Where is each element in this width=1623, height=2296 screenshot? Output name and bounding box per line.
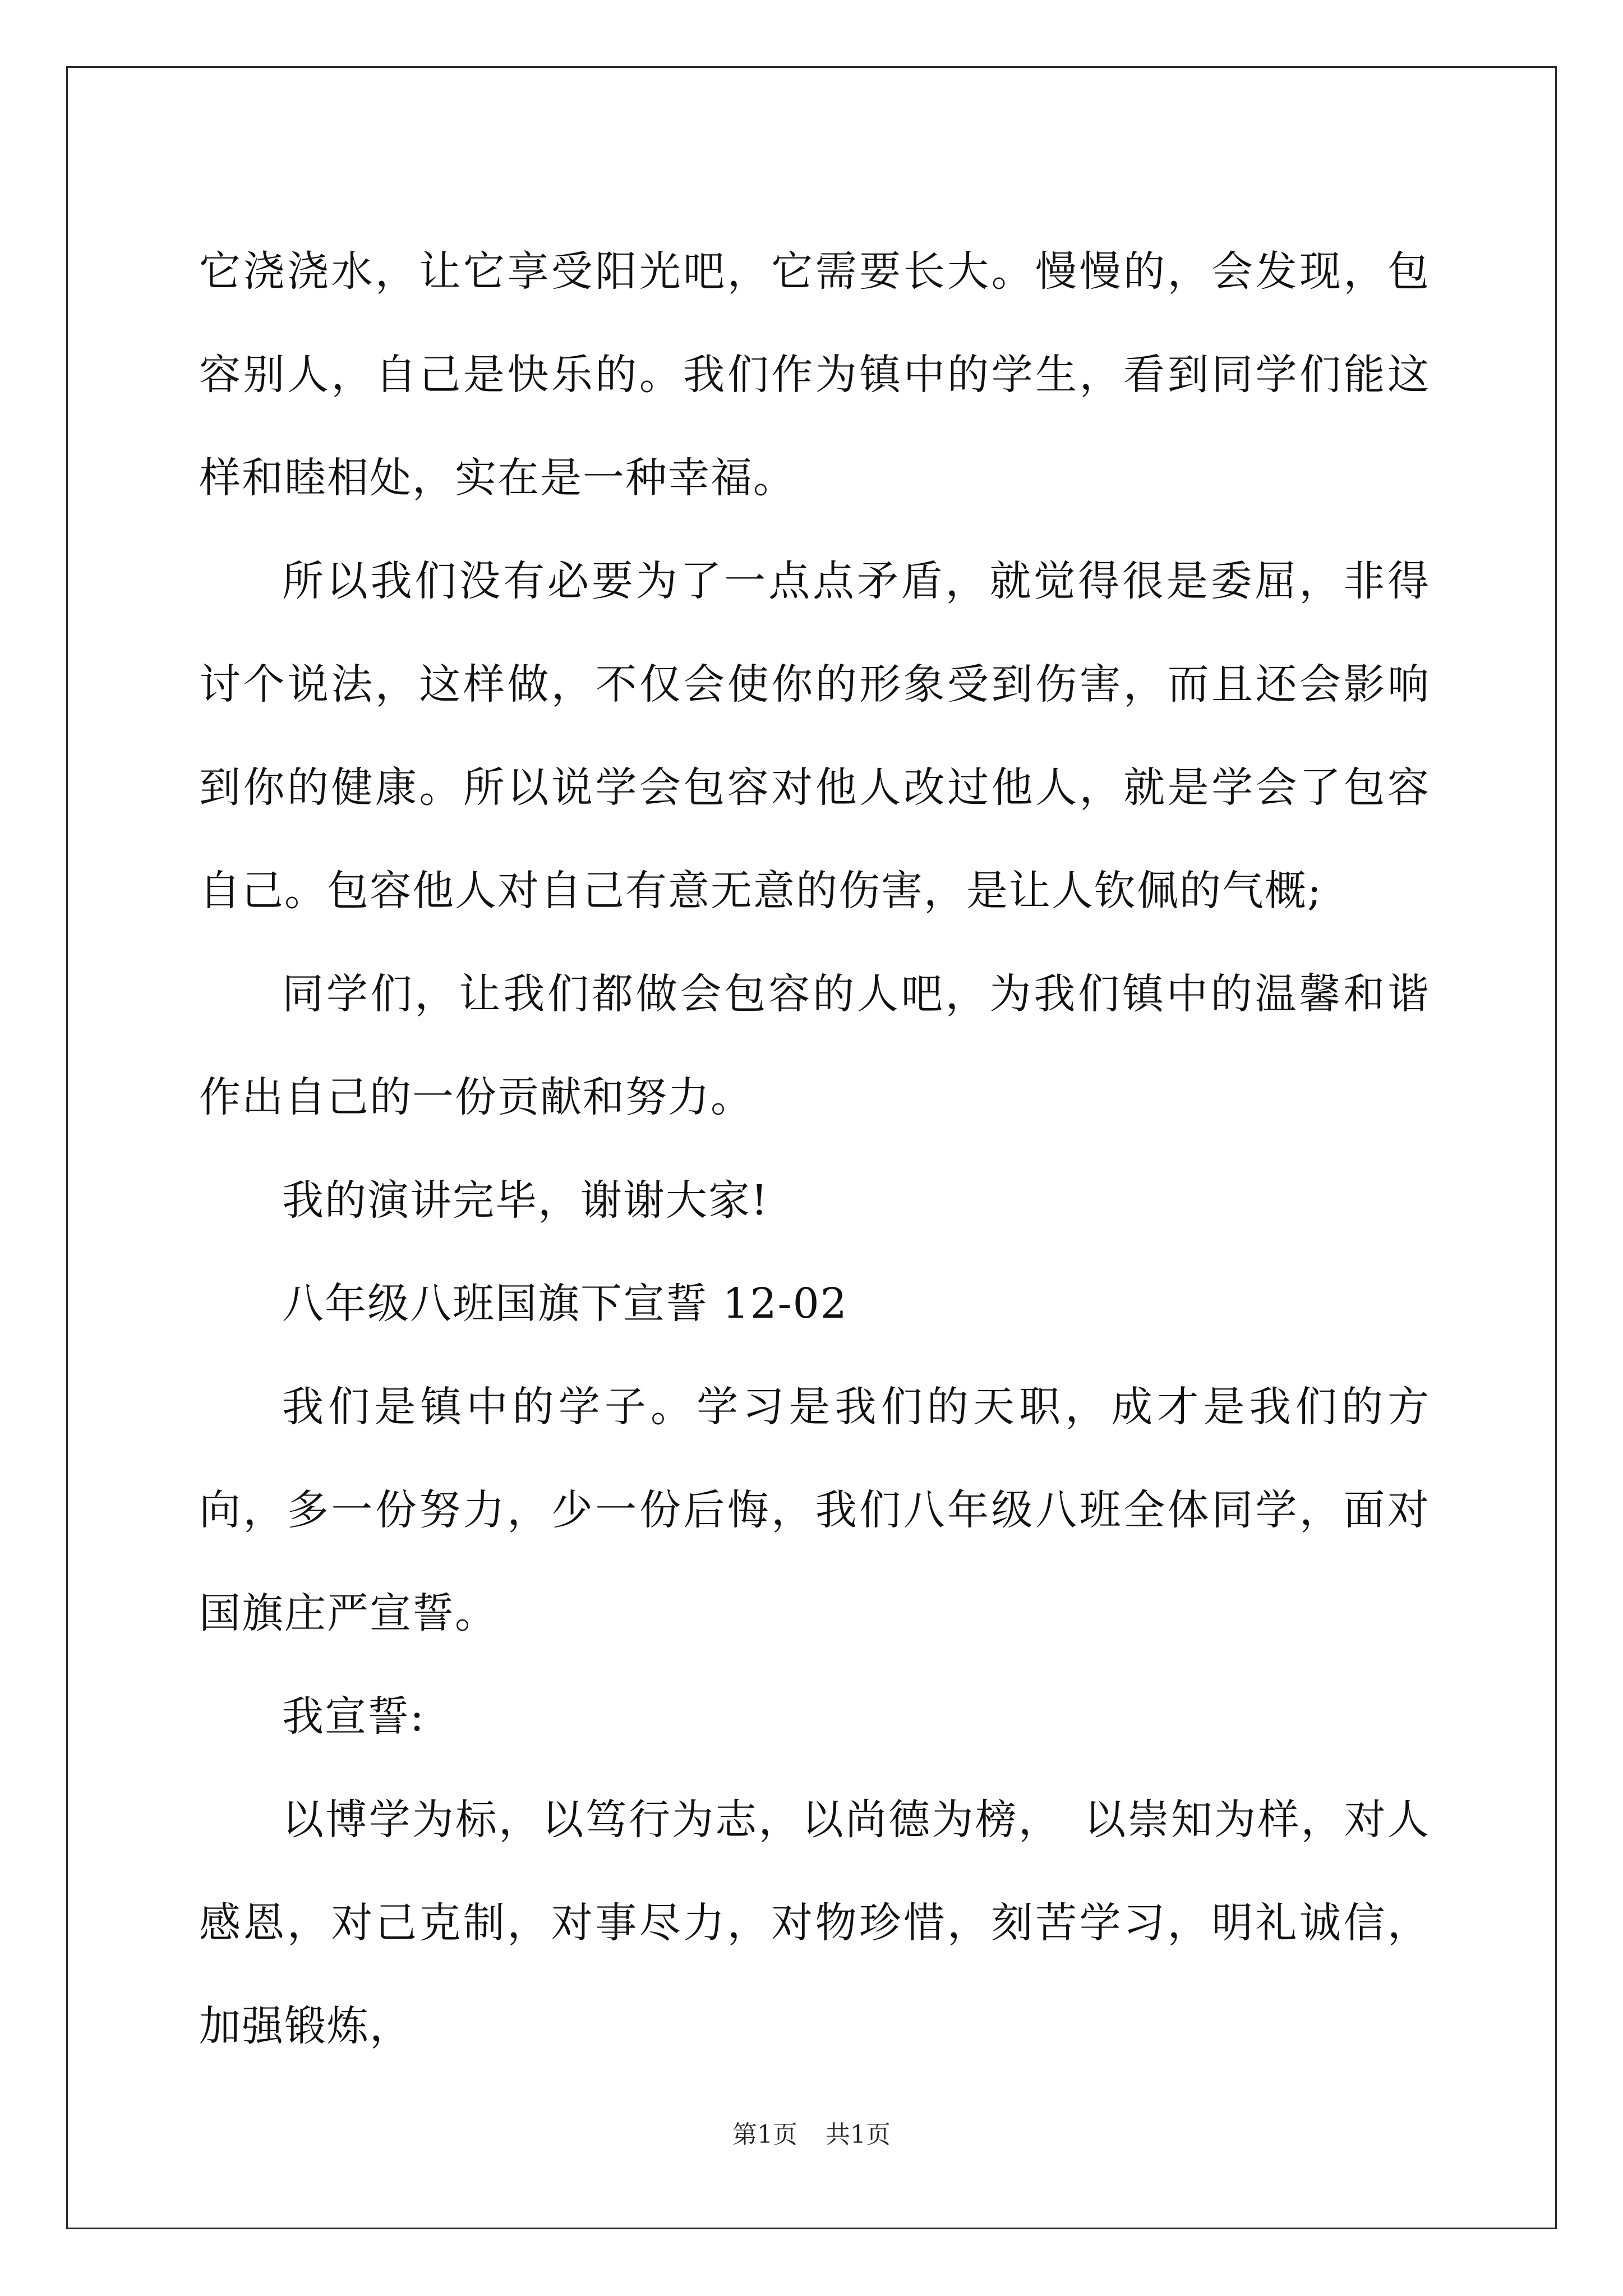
page-footer bbox=[0, 2118, 1623, 2152]
section-heading: 八年级八班国旗下宣誓 12-02 bbox=[282, 1280, 848, 1328]
page-number-total: 共1页 bbox=[826, 2120, 891, 2149]
paragraph-3: 同学们，让我们都做会包容的人吧，为我们镇中的温馨和谐作出自己的一份贡献和努力。 bbox=[199, 970, 1430, 1121]
paragraph-6: 我宣誓: bbox=[282, 1692, 425, 1741]
paragraph-1: 它浇浇水，让它享受阳光吧，它需要长大。慢慢的，会发现，包容别人，自己是快乐的。我们作为镇中的学生，看到同学们能这样和睦相处，实在是一种幸福。 bbox=[199, 247, 1430, 502]
paragraph-4: 我的演讲完毕，谢谢大家! bbox=[282, 1176, 769, 1225]
paragraph-5: 我们是镇中的学子。学习是我们的天职，成才是我们的方向，多一份努力，少一份后悔，我们八年级八班全体同学，面对国旗庄严宣誓。 bbox=[199, 1383, 1430, 1637]
document-body bbox=[199, 220, 1430, 2078]
paragraph-7: 以博学为标，以笃行为志，以尚德为榜， 以崇知为样，对人感恩，对己克制，对事尽力，对物珍惜，刻苦学习，明礼诚信，加强锻炼， bbox=[199, 1796, 1430, 2050]
page-number-current: 第1页 bbox=[732, 2120, 797, 2149]
paragraph-2: 所以我们没有必要为了一点点矛盾，就觉得很是委屈，非得讨个说法，这样做，不仅会使你的形象受到伤害，而且还会影响到你的健康。所以说学会包容对他人改过他人，就是学会了包容自己。包容他人对自己有意无意的伤害，是让人钦佩的气概; bbox=[199, 557, 1430, 915]
